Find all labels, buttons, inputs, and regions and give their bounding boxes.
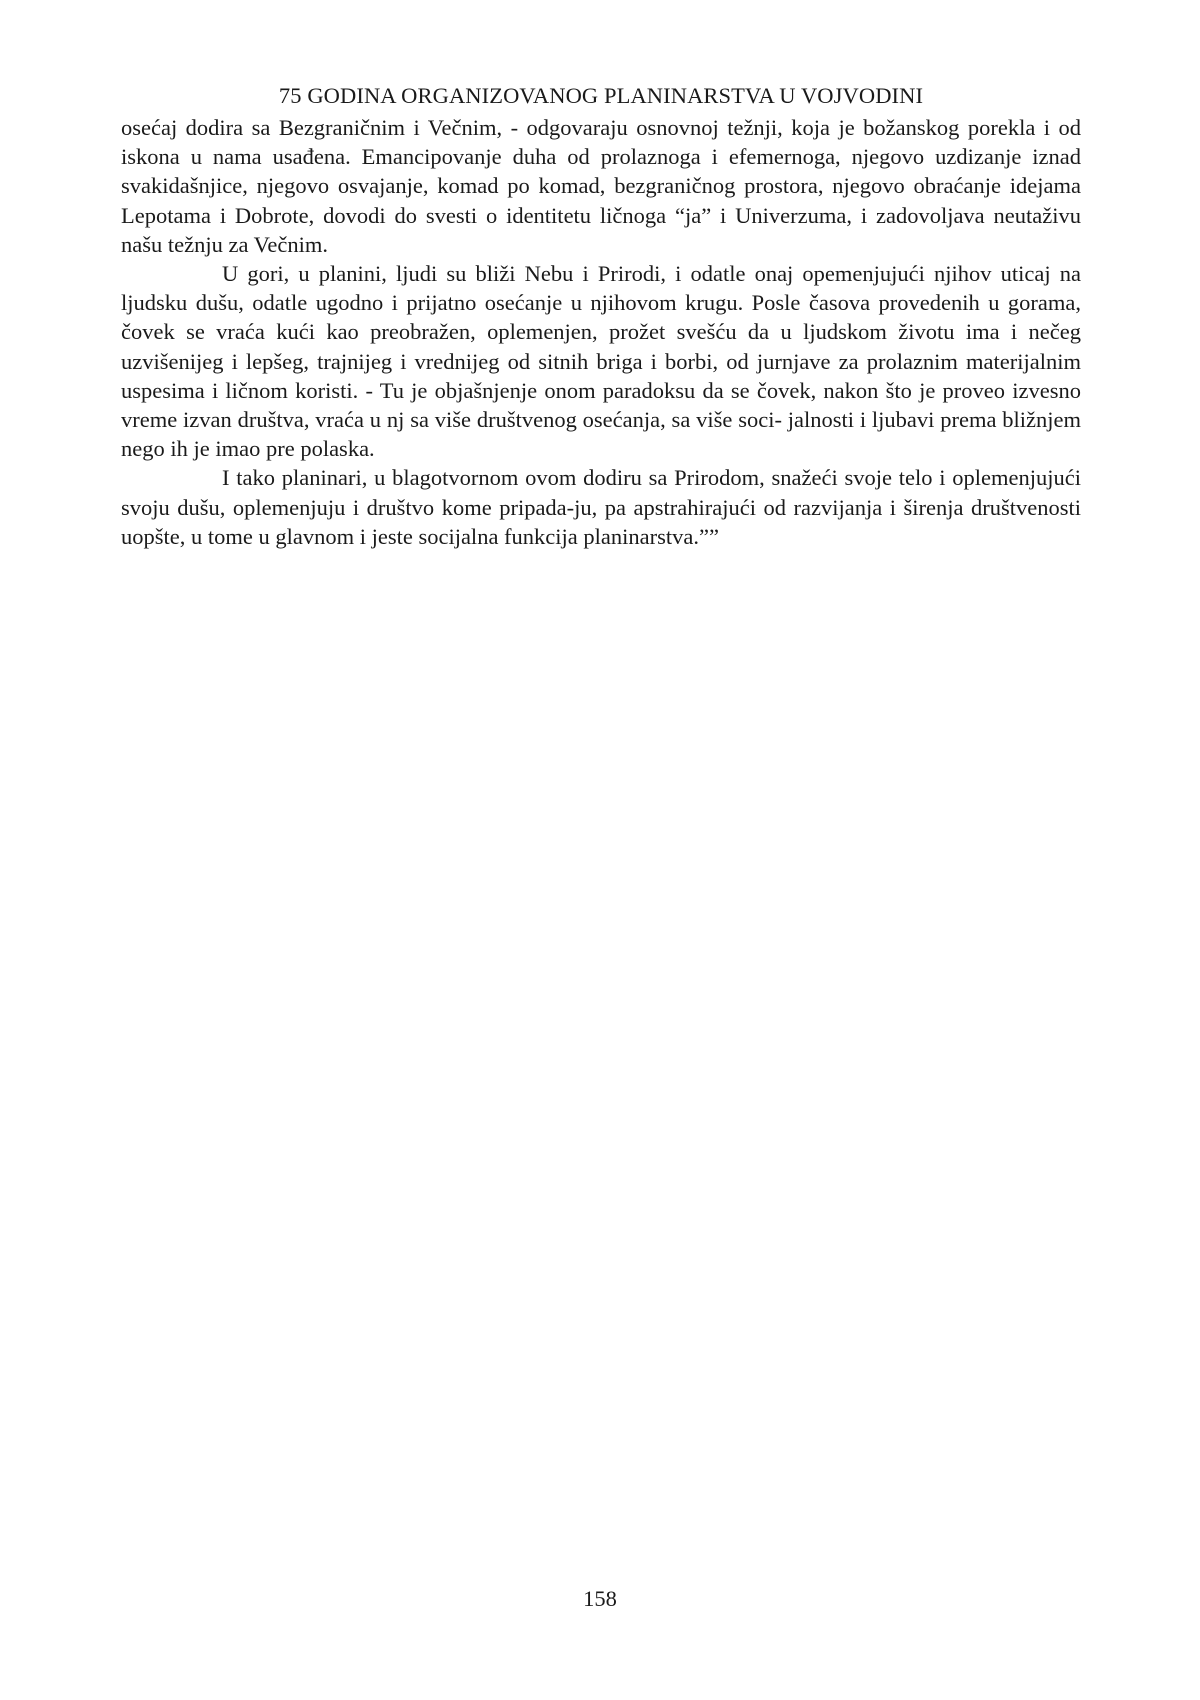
page-number: 158 xyxy=(583,1586,617,1611)
running-header: 75 GODINA ORGANIZOVANOG PLANINARSTVA U VOJVODINI xyxy=(278,83,924,108)
paragraph-1: osećaj dodira sa Bezgraničnim i Večnim, - odgovaraju osnovnoj težnji, koja je božanskog porekla i od iskona u nama usađena. Emancipovanje duha od prolaznoga i efemernoga, njegovo uzdizanje iznad svakidašnjice, njegovo osvajanje, komad po komad, bezgraničnog prostora, njegovo obraćanje idejama Lepotama i Dobrote, dovodi do svesti o identitetu ličnoga “ja” i Univerzuma, i zadovoljava neutaživu našu težnju za Večnim. xyxy=(121,115,1081,257)
paragraph-2: U gori, u planini, ljudi su bliži Nebu i Prirodi, i odatle onaj opemenjujući njihov uticaj na ljudsku dušu, odatle ugodno i prijatno osećanje u njihovom krugu. Posle časova provedenih u gorama, čovek se vraća kući kao preobražen, oplemenjen, prožet svešću da u ljudskom životu ima i nečeg uzvišenijeg i lepšeg, trajnijeg i vrednijeg od sitnih briga i borbi, od jurnjave za prolaznim materijalnim uspesima i ličnom koristi. - Tu je objašnjenje onom paradoksu da se čovek, nakon što je proveo izvesno vreme izvan društva, vraća u nj sa više društvenog osećanja, sa više soci- jalnosti i ljubavi prema bližnjem nego ih je imao pre polaska. xyxy=(121,261,1081,462)
paragraph-3: I tako planinari, u blagotvornom ovom dodiru sa Prirodom, snažeći svoje telo i oplemenjujući svoju dušu, oplemenjuju i društvo kome pripada-ju, pa apstrahirajući od razvijanja i širenja društvenosti uopšte, u tome u glavnom i jeste socijalna funkcija planinarstva.”” xyxy=(121,465,1081,549)
body-text xyxy=(121,113,1081,551)
